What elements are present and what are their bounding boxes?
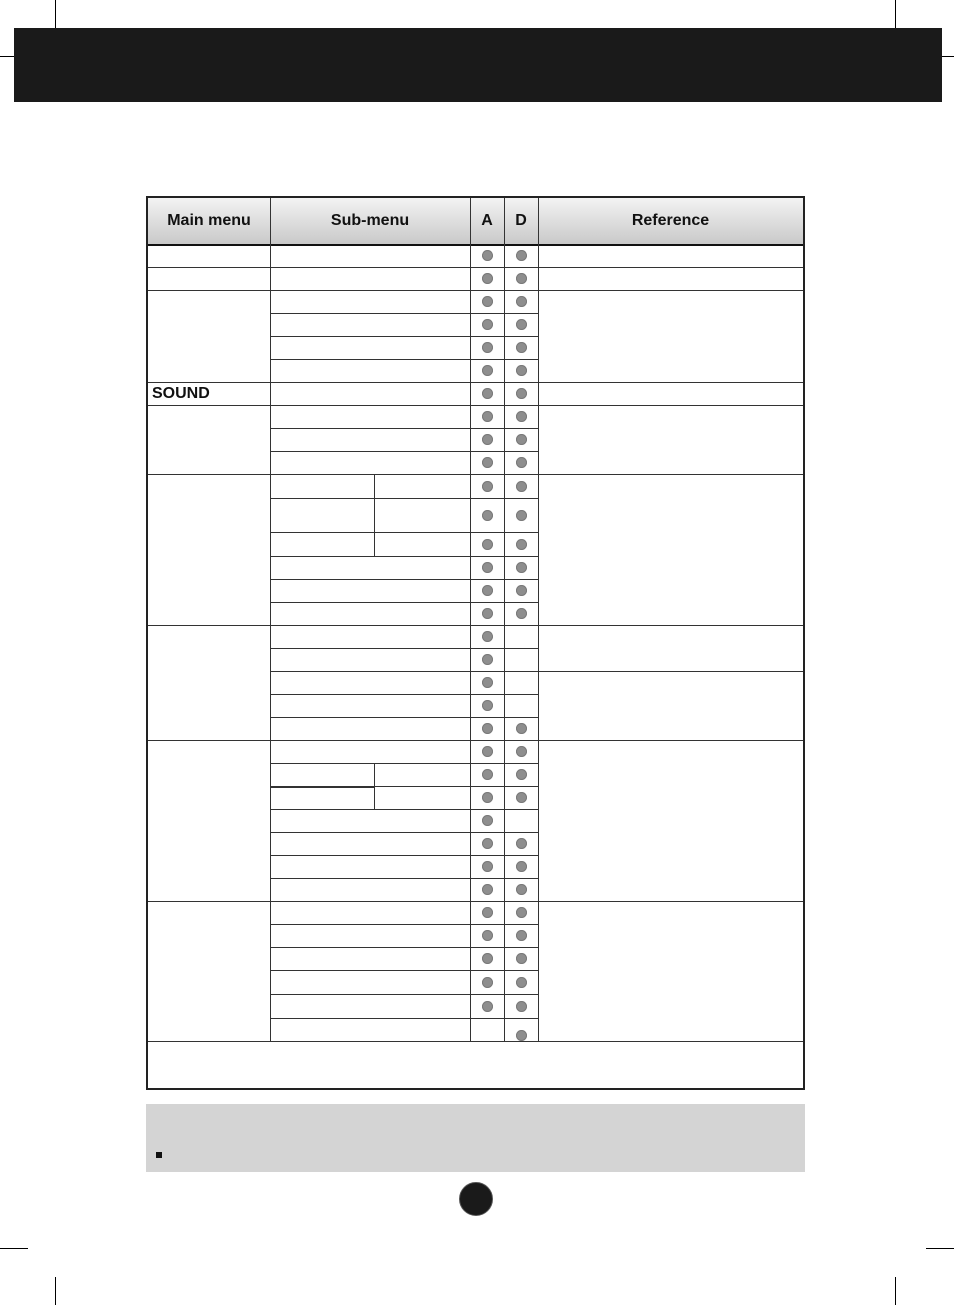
availability-dot-a: [482, 319, 493, 330]
bullet-icon: [156, 1152, 162, 1158]
availability-dot-a: [482, 608, 493, 619]
grid-line: [270, 648, 538, 649]
grid-line: [270, 451, 538, 452]
availability-dot-d: [516, 539, 527, 550]
grid-line: [270, 901, 538, 902]
grid-line: [270, 532, 374, 533]
availability-dot-a: [482, 700, 493, 711]
grid-line: [270, 267, 538, 268]
grid-line: [270, 970, 538, 971]
availability-dot-d: [516, 434, 527, 445]
grid-line: [270, 579, 538, 580]
availability-dot-d: [516, 296, 527, 307]
grid-line: [270, 855, 538, 856]
grid-line: [270, 740, 538, 741]
page-number-badge: [459, 1182, 493, 1216]
grid-line: [538, 405, 803, 406]
availability-dot-a: [482, 250, 493, 261]
grid-line: [538, 740, 803, 741]
availability-dot-a: [482, 769, 493, 780]
availability-dot-d: [516, 1030, 527, 1041]
grid-line: [270, 336, 538, 337]
grid-line: [270, 290, 538, 291]
menu-tree-table: [146, 196, 805, 1090]
availability-dot-a: [482, 481, 493, 492]
availability-dot-d: [516, 510, 527, 521]
availability-dot-d: [516, 861, 527, 872]
grid-line: [270, 359, 538, 360]
grid-line: [270, 717, 538, 718]
main-menu-sound: SOUND: [152, 385, 210, 402]
availability-dot-d: [516, 838, 527, 849]
availability-dot-d: [516, 884, 527, 895]
grid-line: [148, 382, 270, 383]
availability-dot-a: [482, 861, 493, 872]
grid-line: [270, 1018, 538, 1019]
crop-mark: [926, 1248, 954, 1249]
availability-dot-a: [482, 1001, 493, 1012]
grid-line: [148, 474, 270, 475]
availability-dot-d: [516, 562, 527, 573]
availability-dot-a: [482, 907, 493, 918]
crop-mark: [55, 0, 56, 28]
availability-dot-d: [516, 273, 527, 284]
availability-dot-a: [482, 411, 493, 422]
availability-dot-d: [516, 746, 527, 757]
availability-dot-a: [482, 723, 493, 734]
availability-dot-d: [516, 977, 527, 988]
grid-line: [270, 924, 538, 925]
grid-line: [270, 878, 538, 879]
grid-line: [270, 405, 538, 406]
grid-line: [148, 267, 270, 268]
availability-dot-a: [482, 585, 493, 596]
grid-line: [270, 313, 538, 314]
crop-mark: [0, 1248, 28, 1249]
grid-line: [148, 290, 270, 291]
availability-dot-d: [516, 930, 527, 941]
availability-dot-d: [516, 608, 527, 619]
grid-line: [270, 671, 538, 672]
grid-line: [538, 625, 803, 626]
grid-line: [270, 498, 374, 499]
availability-dot-a: [482, 273, 493, 284]
availability-dot-a: [482, 746, 493, 757]
availability-dot-d: [516, 342, 527, 353]
grid-line: [504, 198, 505, 1041]
grid-line: [148, 405, 270, 406]
availability-dot-a: [482, 977, 493, 988]
availability-dot-d: [516, 481, 527, 492]
availability-dot-a: [482, 953, 493, 964]
grid-line: [538, 267, 803, 268]
grid-line: [270, 994, 538, 995]
grid-line: [538, 474, 803, 475]
grid-line: [270, 832, 538, 833]
availability-dot-a: [482, 654, 493, 665]
grid-line: [270, 474, 538, 475]
availability-dot-d: [516, 250, 527, 261]
availability-dot-d: [516, 457, 527, 468]
availability-dot-d: [516, 723, 527, 734]
availability-dot-a: [482, 838, 493, 849]
grid-line: [538, 198, 539, 1041]
availability-dot-a: [482, 539, 493, 550]
availability-dot-a: [482, 884, 493, 895]
header-main-menu: Main menu: [167, 212, 251, 229]
availability-dot-d: [516, 953, 527, 964]
availability-dot-d: [516, 792, 527, 803]
grid-line: [270, 947, 538, 948]
crop-mark: [895, 1277, 896, 1305]
grid-line: [270, 198, 271, 1041]
availability-dot-d: [516, 388, 527, 399]
crop-mark: [55, 1277, 56, 1305]
availability-dot-a: [482, 296, 493, 307]
availability-dot-a: [482, 457, 493, 468]
note-box: [146, 1104, 805, 1172]
grid-line: [148, 625, 270, 626]
availability-dot-a: [482, 792, 493, 803]
grid-line: [270, 556, 538, 557]
availability-dot-a: [482, 434, 493, 445]
header-sub-menu: Sub-menu: [330, 212, 410, 229]
grid-line: [538, 901, 803, 902]
grid-line: [270, 787, 374, 788]
grid-line: [270, 428, 538, 429]
availability-dot-a: [482, 365, 493, 376]
grid-line: [148, 1041, 803, 1042]
grid-line: [270, 625, 538, 626]
availability-dot-d: [516, 1001, 527, 1012]
table-header: [148, 198, 803, 246]
availability-dot-a: [482, 388, 493, 399]
availability-dot-d: [516, 411, 527, 422]
page-header-banner: [14, 28, 942, 102]
availability-dot-d: [516, 365, 527, 376]
grid-line: [538, 290, 803, 291]
grid-line: [374, 475, 375, 556]
grid-line: [470, 198, 471, 1041]
availability-dot-a: [482, 815, 493, 826]
availability-dot-d: [516, 319, 527, 330]
header-reference: Reference: [631, 212, 710, 229]
grid-line: [148, 740, 270, 741]
grid-line: [270, 763, 538, 764]
header-col-a: A: [481, 212, 493, 229]
grid-line: [538, 382, 803, 383]
availability-dot-a: [482, 677, 493, 688]
availability-dot-a: [482, 930, 493, 941]
availability-dot-a: [482, 631, 493, 642]
grid-line: [270, 809, 538, 810]
header-col-d: D: [515, 212, 527, 229]
availability-dot-d: [516, 907, 527, 918]
availability-dot-d: [516, 585, 527, 596]
grid-line: [270, 602, 538, 603]
grid-line: [148, 901, 270, 902]
availability-dot-a: [482, 562, 493, 573]
availability-dot-d: [516, 769, 527, 780]
grid-line: [538, 671, 803, 672]
availability-dot-a: [482, 342, 493, 353]
availability-dot-a: [482, 510, 493, 521]
grid-line: [270, 694, 538, 695]
grid-line: [270, 382, 538, 383]
crop-mark: [895, 0, 896, 28]
